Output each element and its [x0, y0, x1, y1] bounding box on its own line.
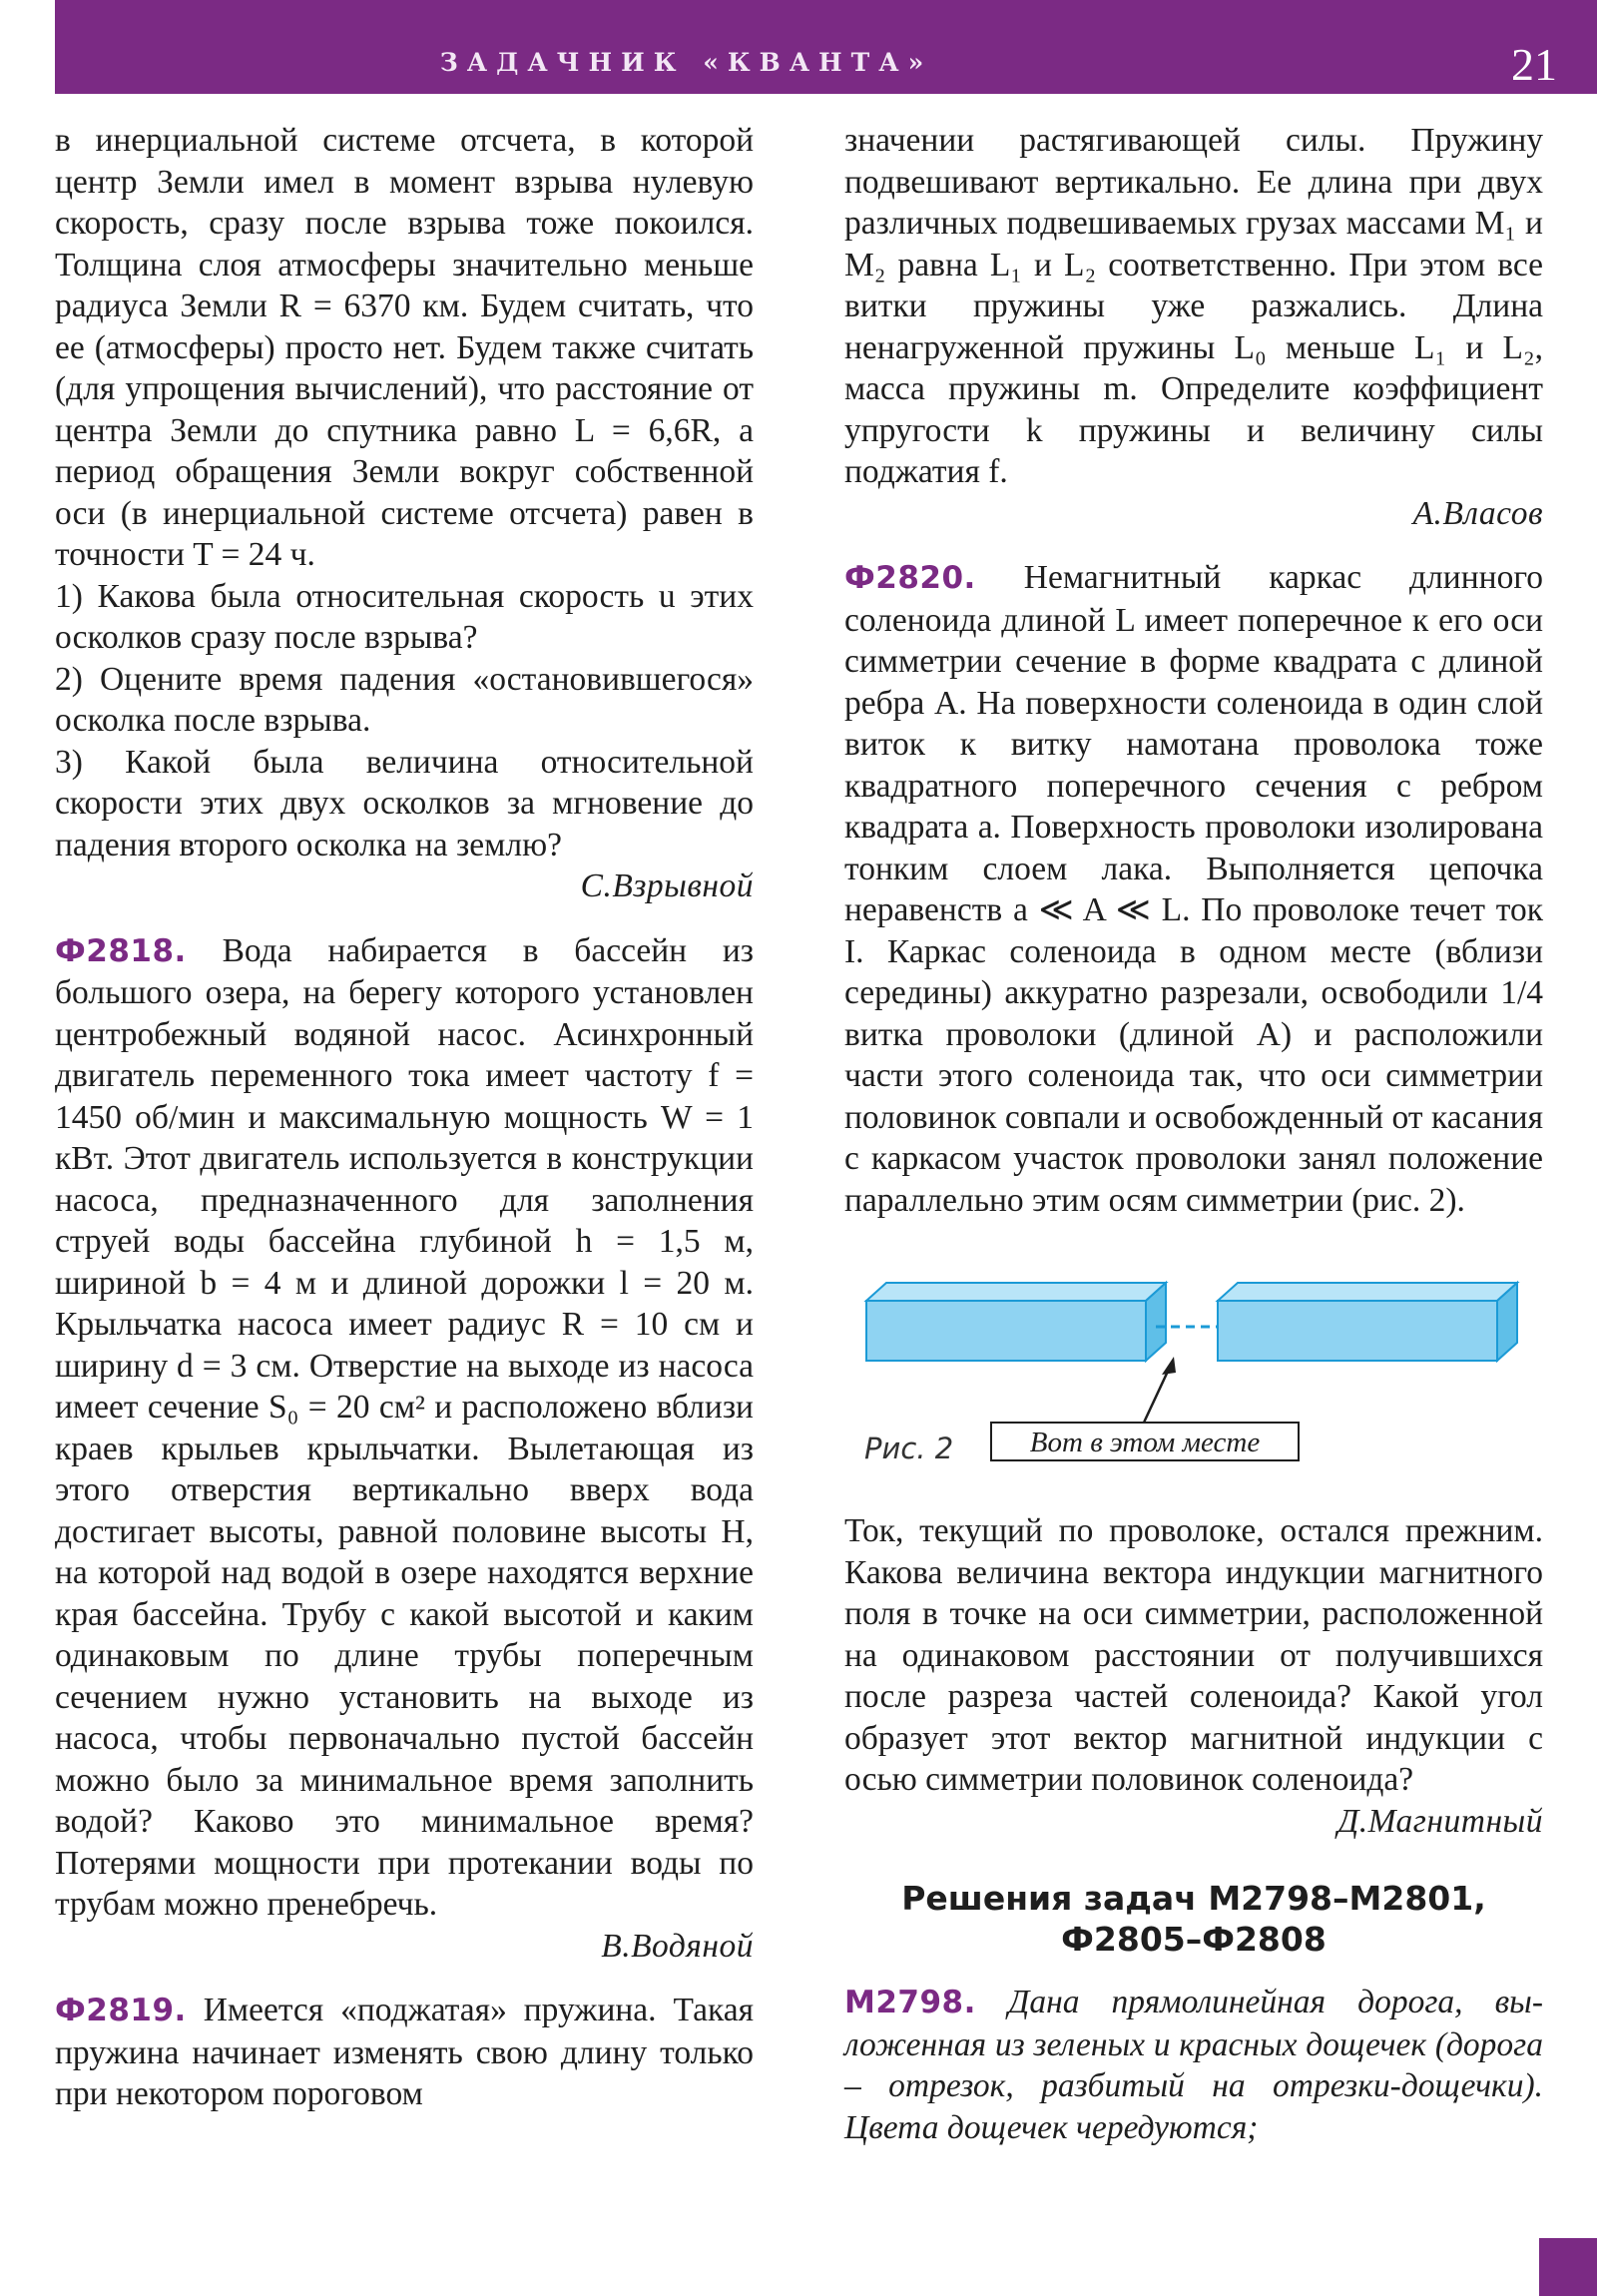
callout-label: Вот в этом месте [1029, 1427, 1261, 1458]
problem-f2819-continuation: значении растягивающей силы. Пружину подвешивают вертикально. Ее длина при двух различных подвешиваемых грузах массами M₁ и M₂ равна L₁ и L₂ соответственно. При этом все витки пружины уже разжались. Длина ненагруженной пружины L₀ меньше L₁ и L₂, масса пружины m. Определите коэффициент упругости k пружины и величину силы поджатия f. [844, 122, 1543, 490]
solution-m2798 [844, 1982, 1543, 2148]
solutions-heading-line-1: Решения задач М2798–М2801, [901, 1879, 1486, 1918]
solutions-heading [844, 1878, 1543, 1960]
figure-2 [844, 1231, 1543, 1510]
problem-text: Имеется «поджатая» пружина. Такая пружина начинает изменять свою длину только при некотором пороговом [55, 1992, 754, 2112]
problem-text: Дана прямолинейная дорога, выложенная из зеленых и красных дощечек (дорога – отрезок, разбитый на отрезки-дощечки). Цвета дощечек чередуются; [844, 1984, 1544, 2146]
problem-text: Немагнитный каркас длинного соленоида длиной L имеет поперечное к его оси симметрии сечение в форме квадрата с длиной ребра A. На поверхности соленоида в один слой виток к витку намотана проволока тоже квадратного поперечного сечения с ребром квадрата a. Поверхность проволоки изолирована тонким слоем лака. Выполняется цепочка неравенств a ≪ A ≪ L. По проволоке течет ток I. Каркас соленоида в одном месте (вблизи середины) аккуратно разрезали, освободили 1/4 витка проволоки (длиной A) и расположили части этого соленоида так, что оси симметрии половинок совпали и освобожденный от касания с каркасом участок проволоки занял положение параллельно этим осям симметрии (рис. 2). [844, 559, 1543, 1219]
right-solenoid-half [1218, 1283, 1517, 1361]
question-2: 2) Оцените время падения «остановившегося» осколка после взрыва. [55, 660, 754, 739]
problem-id: Ф2819. [55, 1993, 187, 2028]
problem-f2820 [844, 557, 1543, 1221]
author-signature: В.Водяной [601, 1927, 754, 1965]
question-1: 1) Какова была относительная скорость u этих осколков сразу после взрыва? [55, 577, 754, 656]
right-column [844, 120, 1543, 2148]
author-signature: Д.Магнитный [1336, 1802, 1543, 1840]
solutions-heading-line-2: Ф2805–Ф2808 [1061, 1920, 1327, 1959]
problem-f2818 [55, 930, 754, 1926]
problem-id: М2798. [844, 1985, 976, 2020]
figure-caption: Рис. 2 [864, 1432, 954, 1465]
problem-id: Ф2818. [55, 932, 187, 969]
journal-section-title: ЗАДАЧНИК «КВАНТА» [439, 48, 933, 77]
left-column [55, 120, 754, 2115]
problem-f2820-continuation: Ток, текущий по проволоке, остался прежним. Какова величина вектора индукции магнитного поля в точке на оси симметрии, расположенной на одинаковом расстоянии от получившихся после разреза частей соленоида? Какой угол образует этот вектор магнитной индукции с осью симметрии половинок соленоида? [844, 1512, 1543, 1798]
left-solenoid-half [866, 1283, 1166, 1361]
running-header [55, 0, 1597, 94]
problem-id: Ф2820. [844, 560, 976, 596]
arrow-head [1162, 1357, 1176, 1375]
problem-f2819 [55, 1990, 754, 2115]
author-signature: А.Власов [1412, 494, 1543, 532]
problem-continuation-text: в инерциальной системе отсчета, в которой центр Земли имел в момент взрыва нулевую скорость, сразу после взрыва тоже покоился. Толщина слоя атмосферы значительно меньше радиуса Земли R = 6370 км. Будем считать, что ее (атмосферы) просто нет. Будем также считать (для упрощения вычислений), что расстояние от центра Земли до спутника равно L = 6,6R, а период обращения Земли вокруг собственной оси (в инерциальной системе отсчета) равен в точности T = 24 ч. [55, 122, 754, 573]
page-number: 21 [1511, 39, 1557, 90]
author-signature: С.Взрывной [580, 867, 754, 904]
problem-text: Вода набирается в бассейн из большого озера, на берегу которого установлен центробежный водяной насос. Асинхронный двигатель переменного тока имеет частоту f = 1450 об/мин и максимальную мощность W = 1 кВт. Этот двигатель используется в конструкции насоса, предназначенного для заполнения струей воды бассейна глубиной h = 1,5 м, шириной b = 4 м и длиной дорожки l = 20 м. Крыльчатка насоса имеет радиус R = 10 см и ширину d = 3 см. Отверстие на выходе из насоса имеет сечение S₀ = 20 см² и расположено вблизи краев крыльев крыльчатки. Вылетающая из этого отверстия вертикально вверх вода достигает высоты, равной половине высоты H, на которой над водой в озере находятся верхние края бассейна. Трубу с какой высотой и каким одинаковым по длине трубы поперечным сечением нужно установить на выходе из насоса, чтобы первоначально пустой бассейн можно было за минимальное время заполнить водой? Каково это минимальное время? Потерями мощности при протекании воды по трубам можно пренебречь. [55, 931, 755, 1923]
corner-tab [1539, 2238, 1597, 2296]
question-3: 3) Какой была величина относительной скорости этих двух осколков за мгновение до падения второго осколка на землю? [55, 743, 754, 863]
